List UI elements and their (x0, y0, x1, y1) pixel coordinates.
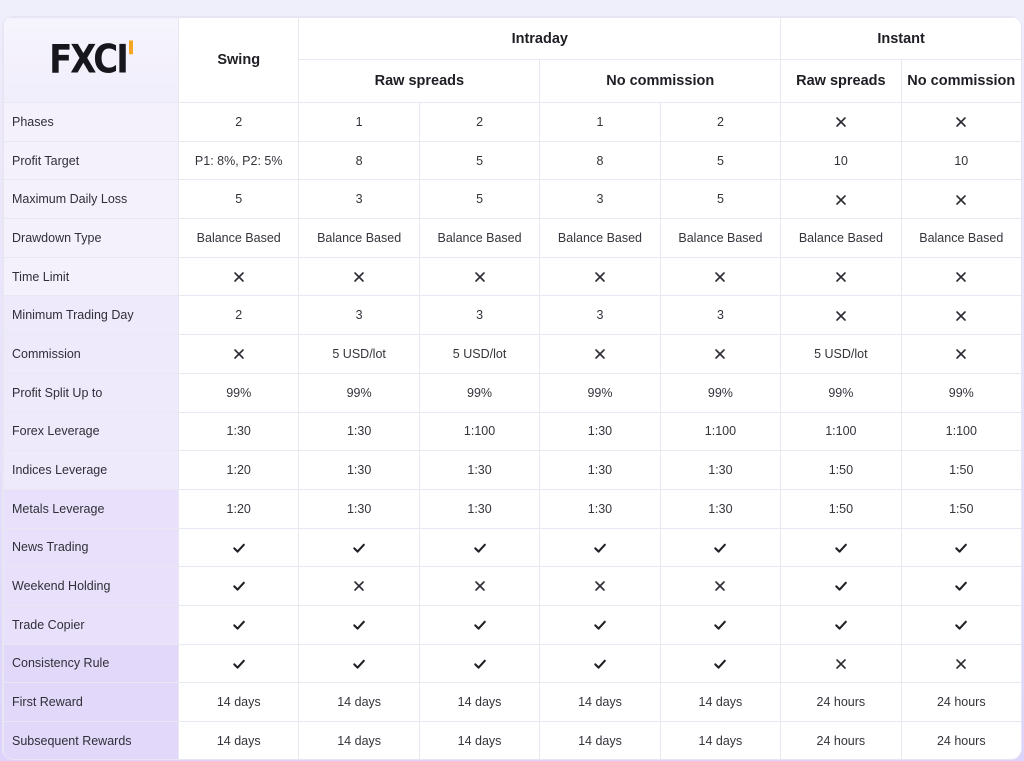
table-cell: 99% (179, 373, 299, 412)
table-cell: 5 (419, 141, 539, 180)
table-cell: 24 hours (901, 683, 1021, 722)
table-cell (419, 528, 539, 567)
header-instant-no-commission: No commission (901, 60, 1021, 103)
check-icon (954, 618, 968, 632)
table-cell: Balance Based (419, 219, 539, 258)
table-cell: 1:30 (540, 489, 660, 528)
row-label: Subsequent Rewards (4, 722, 179, 760)
row-label: Commission (4, 335, 179, 374)
check-icon (593, 618, 607, 632)
table-cell (660, 567, 780, 606)
x-icon (593, 270, 607, 284)
table-row (4, 219, 1022, 258)
table-cell: 3 (540, 180, 660, 219)
table-cell (179, 605, 299, 644)
row-label: Minimum Trading Day (4, 296, 179, 335)
table-cell: 3 (419, 296, 539, 335)
check-icon (713, 657, 727, 671)
check-icon (954, 579, 968, 593)
logo-accent-bar (129, 40, 133, 54)
x-icon (954, 657, 968, 671)
table-cell: 10 (901, 141, 1021, 180)
table-cell (299, 605, 419, 644)
check-icon (352, 618, 366, 632)
table-cell: 1:100 (419, 412, 539, 451)
table-cell: 1:30 (660, 489, 780, 528)
table-cell (419, 644, 539, 683)
table-cell (781, 257, 901, 296)
table-cell (781, 528, 901, 567)
x-icon (954, 347, 968, 361)
x-icon (593, 347, 607, 361)
table-row (4, 373, 1022, 412)
table-cell (419, 257, 539, 296)
x-icon (352, 579, 366, 593)
table-cell: 1:100 (660, 412, 780, 451)
table-cell (660, 335, 780, 374)
table-cell: 5 USD/lot (299, 335, 419, 374)
table-cell (901, 180, 1021, 219)
table-row (4, 683, 1022, 722)
table-cell: 1:100 (781, 412, 901, 451)
check-icon (713, 618, 727, 632)
table-cell: 10 (781, 141, 901, 180)
table-cell (299, 528, 419, 567)
table-cell: 1:30 (299, 451, 419, 490)
table-cell: 2 (660, 103, 780, 142)
table-cell (660, 644, 780, 683)
check-icon (834, 541, 848, 555)
table-cell (179, 567, 299, 606)
table-cell: 5 (179, 180, 299, 219)
table-cell (299, 257, 419, 296)
table-cell: Balance Based (299, 219, 419, 258)
table-cell: 14 days (179, 683, 299, 722)
table-cell: 99% (901, 373, 1021, 412)
table-cell: Balance Based (540, 219, 660, 258)
table-row (4, 257, 1022, 296)
check-icon (232, 579, 246, 593)
check-icon (593, 657, 607, 671)
check-icon (352, 541, 366, 555)
table-cell: 1:30 (299, 489, 419, 528)
table-cell: 3 (660, 296, 780, 335)
table-cell: 8 (299, 141, 419, 180)
table-row (4, 489, 1022, 528)
table-cell: 1:30 (179, 412, 299, 451)
table-cell: 1 (299, 103, 419, 142)
table-cell (781, 605, 901, 644)
table-cell: 1:50 (781, 489, 901, 528)
table-cell (179, 257, 299, 296)
check-icon (232, 541, 246, 555)
x-icon (713, 270, 727, 284)
row-label: Profit Split Up to (4, 373, 179, 412)
fxci-logo: FXCI (49, 37, 133, 83)
check-icon (473, 657, 487, 671)
x-icon (232, 347, 246, 361)
x-icon (954, 193, 968, 207)
table-row (4, 528, 1022, 567)
table-cell: 14 days (299, 683, 419, 722)
table-row (4, 103, 1022, 142)
check-icon (834, 579, 848, 593)
table-row (4, 141, 1022, 180)
table-cell: 1:50 (781, 451, 901, 490)
table-cell (660, 257, 780, 296)
row-label: Phases (4, 103, 179, 142)
table-cell: 5 USD/lot (419, 335, 539, 374)
table-cell: 1:20 (179, 489, 299, 528)
table-cell: 1:30 (419, 451, 539, 490)
table-cell: 14 days (660, 722, 780, 760)
row-label: Indices Leverage (4, 451, 179, 490)
x-icon (713, 347, 727, 361)
table-cell: P1: 8%, P2: 5% (179, 141, 299, 180)
table-cell: 5 (419, 180, 539, 219)
table-cell: 2 (179, 296, 299, 335)
table-row (4, 722, 1022, 760)
table-cell: 24 hours (781, 722, 901, 760)
comparison-table (3, 17, 1021, 759)
table-cell (540, 257, 660, 296)
table-cell: 1:20 (179, 451, 299, 490)
table-cell: 14 days (419, 722, 539, 760)
x-icon (834, 193, 848, 207)
table-cell: 5 (660, 180, 780, 219)
table-cell: 1:50 (901, 451, 1021, 490)
table-cell: 1:50 (901, 489, 1021, 528)
table-cell: 14 days (540, 683, 660, 722)
x-icon (593, 579, 607, 593)
table-cell (179, 335, 299, 374)
table-cell (540, 335, 660, 374)
table-cell: 1:30 (660, 451, 780, 490)
table-cell: Balance Based (179, 219, 299, 258)
check-icon (834, 618, 848, 632)
table-cell (781, 567, 901, 606)
row-label: Forex Leverage (4, 412, 179, 451)
table-cell: Balance Based (781, 219, 901, 258)
header-swing: Swing (179, 18, 299, 103)
row-label: Drawdown Type (4, 219, 179, 258)
table-cell: 99% (660, 373, 780, 412)
x-icon (834, 657, 848, 671)
table-cell: 5 (660, 141, 780, 180)
x-icon (834, 270, 848, 284)
table-cell (901, 528, 1021, 567)
table-header (4, 18, 1022, 103)
table-cell: 1:30 (299, 412, 419, 451)
row-label: Weekend Holding (4, 567, 179, 606)
table-cell: 14 days (660, 683, 780, 722)
x-icon (713, 579, 727, 593)
table-cell: 3 (299, 296, 419, 335)
table-row (4, 335, 1022, 374)
table-cell: 24 hours (781, 683, 901, 722)
table-row (4, 451, 1022, 490)
header-intraday-no-commission: No commission (540, 60, 781, 103)
header-instant-raw-spreads: Raw spreads (781, 60, 901, 103)
header-intraday-raw-spreads: Raw spreads (299, 60, 540, 103)
table-cell: 14 days (540, 722, 660, 760)
row-label: Trade Copier (4, 605, 179, 644)
table-cell (419, 605, 539, 644)
check-icon (713, 541, 727, 555)
table-row (4, 605, 1022, 644)
table-cell (419, 567, 539, 606)
table-cell (781, 644, 901, 683)
table-cell: 3 (540, 296, 660, 335)
x-icon (352, 270, 366, 284)
table-cell (179, 644, 299, 683)
row-label: Profit Target (4, 141, 179, 180)
table-cell: 1:30 (540, 451, 660, 490)
table-cell: 99% (781, 373, 901, 412)
table-cell: 99% (540, 373, 660, 412)
table-cell: 5 USD/lot (781, 335, 901, 374)
table-row (4, 180, 1022, 219)
table-row (4, 296, 1022, 335)
comparison-card (3, 17, 1021, 759)
table-cell (901, 605, 1021, 644)
table-cell (901, 103, 1021, 142)
x-icon (954, 270, 968, 284)
x-icon (954, 309, 968, 323)
row-label: Time Limit (4, 257, 179, 296)
table-cell (901, 335, 1021, 374)
table-body (4, 103, 1022, 760)
header-intraday: Intraday (299, 18, 781, 60)
table-cell: 99% (419, 373, 539, 412)
x-icon (834, 115, 848, 129)
table-cell (901, 257, 1021, 296)
table-cell (781, 180, 901, 219)
table-cell: 14 days (419, 683, 539, 722)
check-icon (593, 541, 607, 555)
x-icon (834, 309, 848, 323)
table-cell (299, 567, 419, 606)
table-cell: 1:100 (901, 412, 1021, 451)
table-cell (901, 644, 1021, 683)
table-row (4, 567, 1022, 606)
row-label: Metals Leverage (4, 489, 179, 528)
table-cell (299, 644, 419, 683)
row-label: First Reward (4, 683, 179, 722)
x-icon (473, 270, 487, 284)
table-cell (901, 567, 1021, 606)
table-row (4, 412, 1022, 451)
check-icon (954, 541, 968, 555)
check-icon (352, 657, 366, 671)
table-cell: Balance Based (660, 219, 780, 258)
table-cell (901, 296, 1021, 335)
row-label: Consistency Rule (4, 644, 179, 683)
x-icon (232, 270, 246, 284)
check-icon (232, 657, 246, 671)
table-cell (781, 103, 901, 142)
check-icon (232, 618, 246, 632)
table-cell: 1 (540, 103, 660, 142)
table-cell: Balance Based (901, 219, 1021, 258)
table-cell: 3 (299, 180, 419, 219)
table-cell (781, 296, 901, 335)
table-cell (660, 605, 780, 644)
table-cell (540, 605, 660, 644)
table-cell (660, 528, 780, 567)
row-label: News Trading (4, 528, 179, 567)
table-cell: 14 days (299, 722, 419, 760)
x-icon (473, 579, 487, 593)
table-cell: 8 (540, 141, 660, 180)
table-cell: 1:30 (540, 412, 660, 451)
table-cell: 99% (299, 373, 419, 412)
check-icon (473, 618, 487, 632)
check-icon (473, 541, 487, 555)
logo-cell (4, 18, 179, 103)
row-label: Maximum Daily Loss (4, 180, 179, 219)
table-cell (540, 644, 660, 683)
table-cell (540, 567, 660, 606)
table-cell: 2 (419, 103, 539, 142)
table-cell: 1:30 (419, 489, 539, 528)
x-icon (954, 115, 968, 129)
table-cell: 24 hours (901, 722, 1021, 760)
table-cell (540, 528, 660, 567)
table-cell: 2 (179, 103, 299, 142)
table-row (4, 644, 1022, 683)
header-instant: Instant (781, 18, 1021, 60)
table-cell (179, 528, 299, 567)
table-cell: 14 days (179, 722, 299, 760)
